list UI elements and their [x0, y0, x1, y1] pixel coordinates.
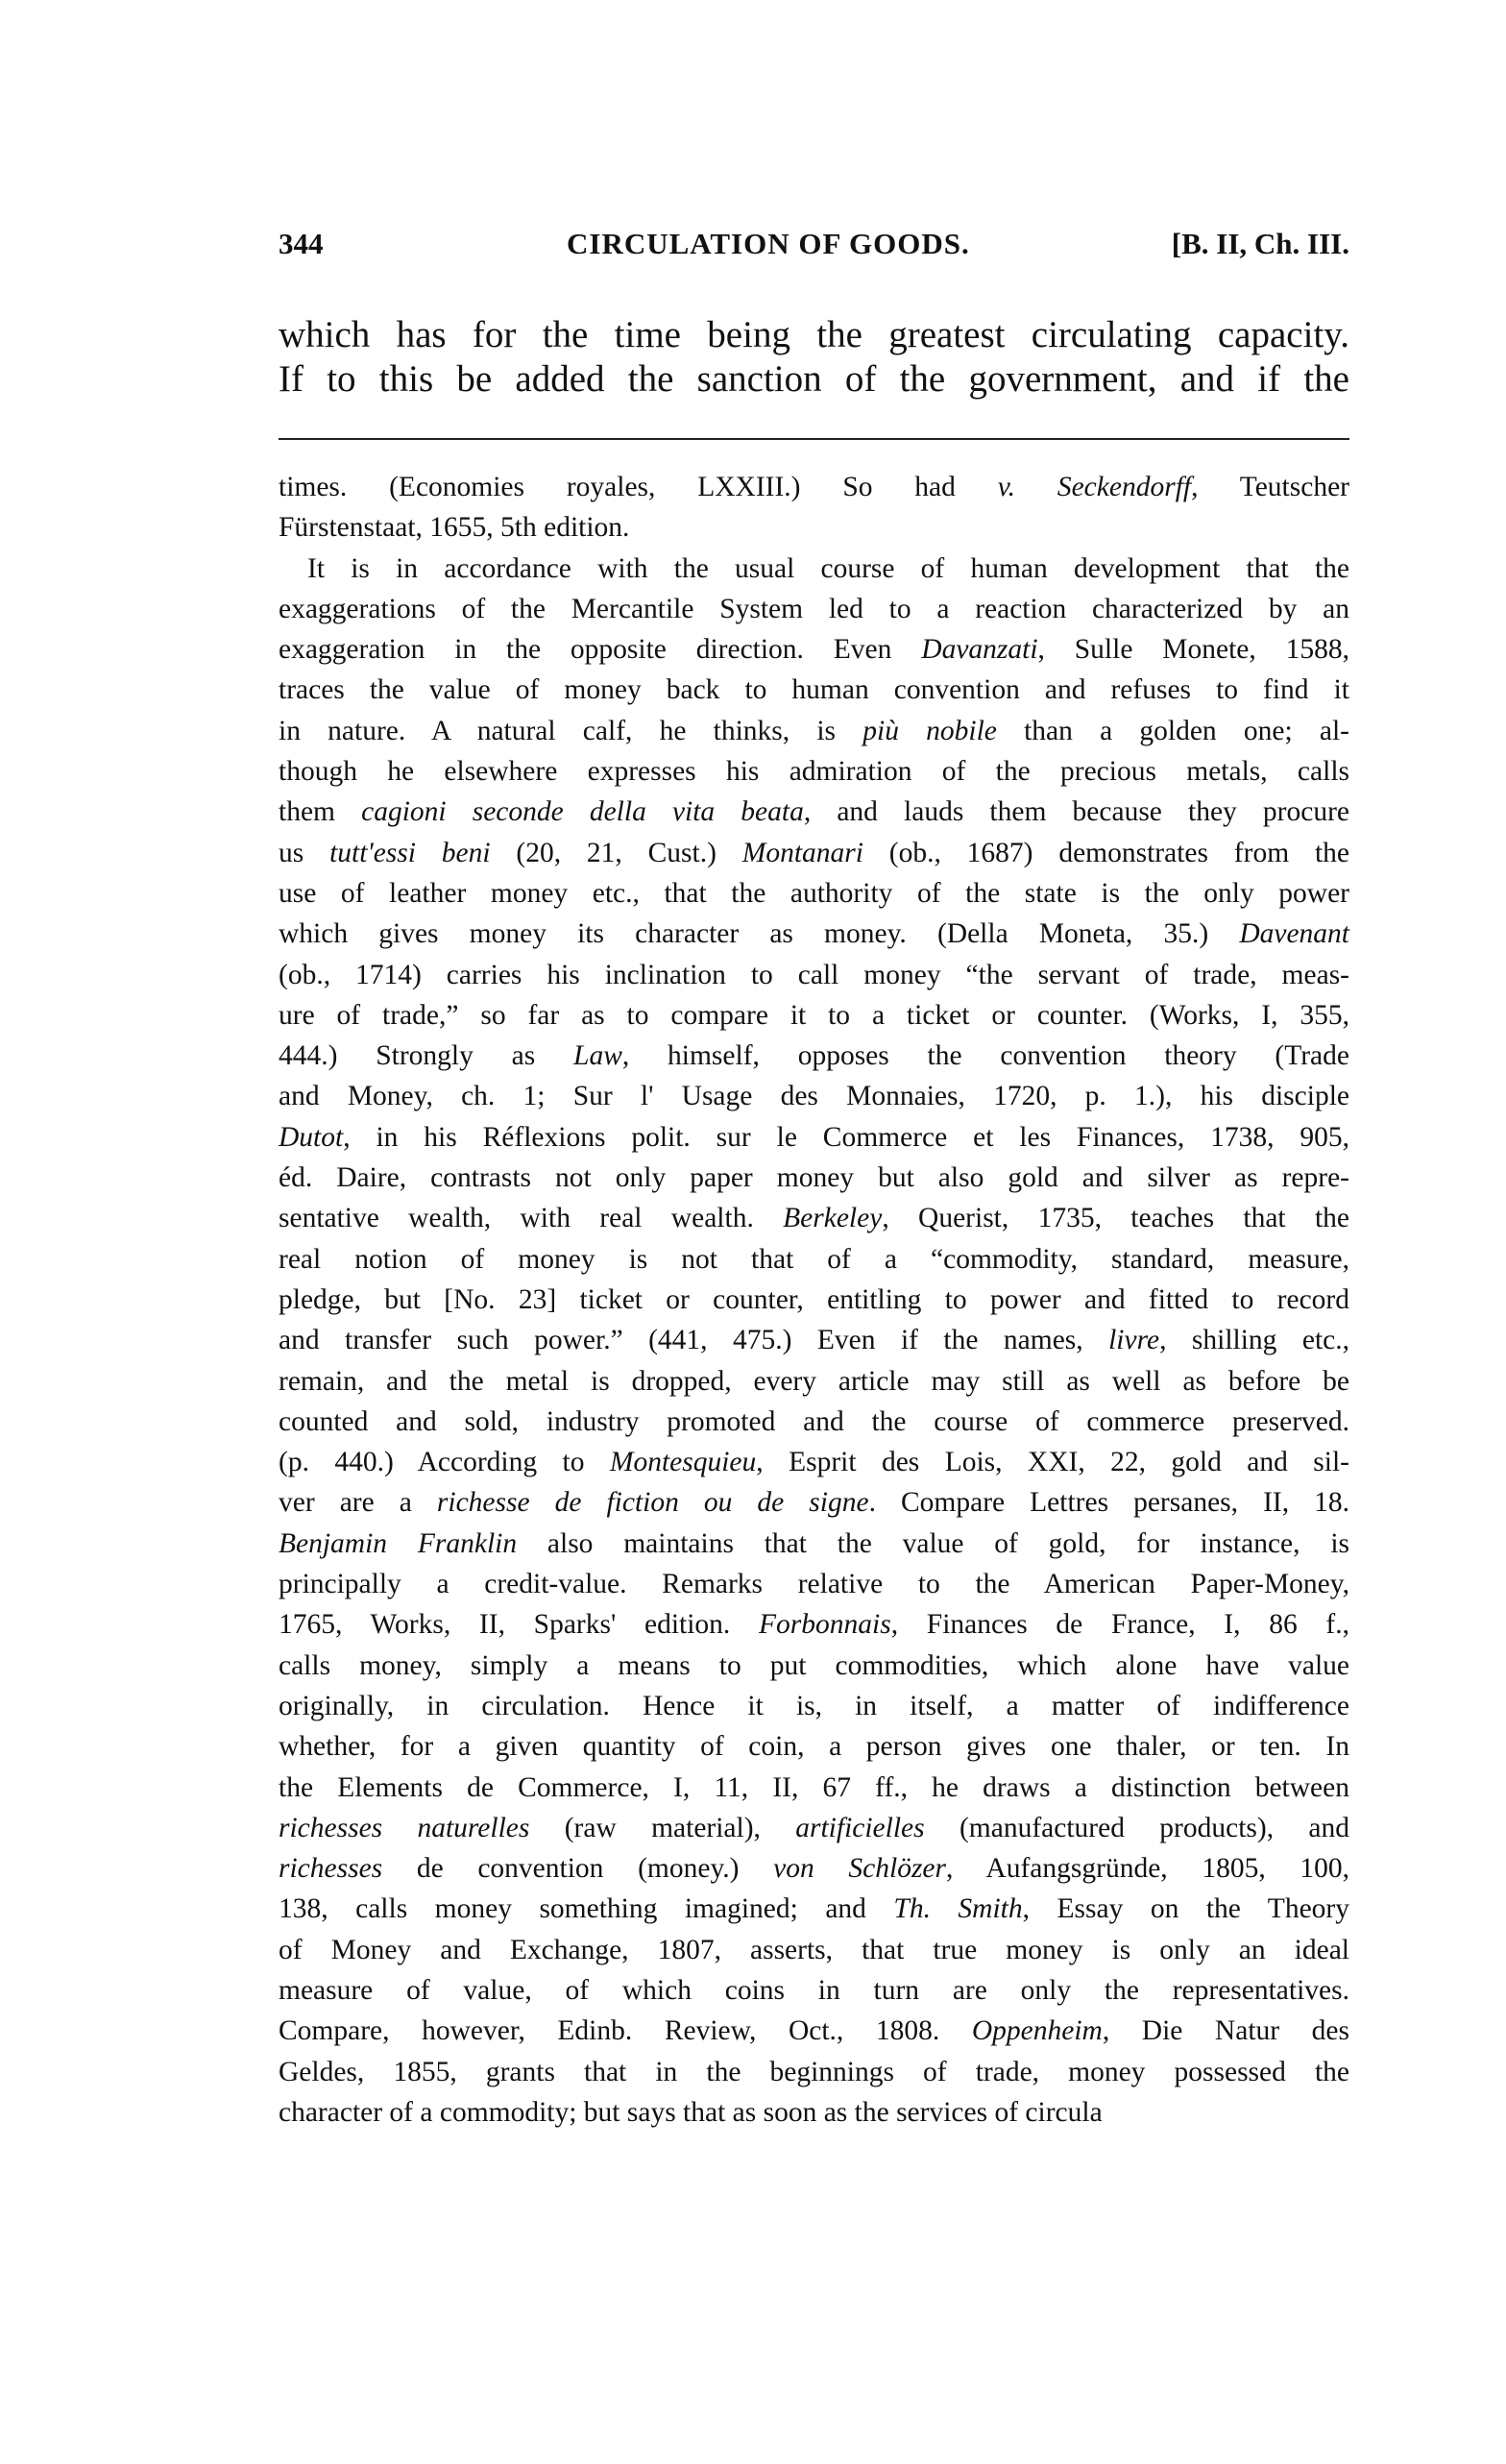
italic-text: richesses [279, 1853, 383, 1885]
text-segment: ure of trade,” so far as to compare it to a ticket or counter. (Works, I, 355, [279, 999, 1349, 1031]
text-segment: them [279, 796, 362, 828]
italic-text: v. Seckendorff [997, 472, 1192, 502]
text-segment: times. (Economies royales, LXXIII.) So had [279, 472, 998, 502]
footnote-line [279, 1361, 1349, 1402]
italic-text: cagioni seconde della vita beata [361, 796, 804, 828]
italic-text: Davenant [1239, 918, 1349, 950]
text-segment: remain, and the metal is dropped, every article may still as well as before be [279, 1365, 1349, 1397]
footnote-line [279, 1970, 1349, 2011]
text-segment: (manufactured products), and [924, 1812, 1349, 1843]
text-segment: , Essay on the Theory [1022, 1893, 1349, 1925]
footnote-line [279, 1564, 1349, 1604]
italic-text: von Schlözer [773, 1853, 946, 1885]
text-segment: , in his Réflexions polit. sur le Commerce et les Finances, 1738, 905, [343, 1121, 1349, 1153]
text-segment: 444.) Strongly as [279, 1040, 574, 1072]
text-segment: measure of value, of which coins in turn are only the representatives. [279, 1974, 1349, 2006]
text-segment: pledge, but [No. 23] ticket or counter, entitling to power and fitted to record [279, 1283, 1349, 1315]
footnote-line [279, 711, 1349, 751]
text-segment: and Money, ch. 1; Sur l' Usage des Monnaies, 1720, p. 1.), his disciple [279, 1081, 1349, 1112]
text-segment: , Querist, 1735, teaches that the [882, 1203, 1349, 1234]
footnote-line [279, 955, 1349, 995]
footnote-line [279, 1076, 1349, 1116]
text-segment: whether, for a given quantity of coin, a person gives one thaler, or ten. In [279, 1731, 1349, 1763]
text-segment: of Money and Exchange, 1807, asserts, that true money is only an ideal [279, 1934, 1349, 1965]
footnote-line [279, 1726, 1349, 1767]
text-segment: , Die Natur des [1102, 2015, 1349, 2047]
text-segment: Geldes, 1855, grants that in the beginnings of trade, money possessed the [279, 2056, 1349, 2087]
text-segment: de convention (money.) [382, 1853, 774, 1885]
footnote-line [279, 1808, 1349, 1848]
text-segment: , Teutscher [1191, 472, 1349, 502]
main-text-line: If to this be added the sanction of the government, and if the [279, 358, 1349, 400]
text-segment: exaggerations of the Mercantile System led to a reaction characterized by an [279, 593, 1349, 624]
text-segment: Fürstenstaat, 1655, 5th edition. [279, 512, 630, 544]
footnote [279, 467, 1349, 2133]
footnote-line [279, 1158, 1349, 1198]
running-header [279, 227, 1349, 269]
text-segment: real notion of money is not that of a “commodity, standard, measure, [279, 1243, 1349, 1275]
footnote-line [279, 507, 1349, 548]
footnote-line [279, 549, 1349, 589]
text-segment: exaggeration in the opposite direction. Even [279, 634, 922, 666]
text-segment: calls money, simply a means to put commodities, which alone have value [279, 1649, 1349, 1681]
footnote-line [279, 2011, 1349, 2051]
footnote-line [279, 1604, 1349, 1645]
footnote-line [279, 467, 1349, 507]
footnote-line [279, 1889, 1349, 1929]
footnote-line [279, 1686, 1349, 1726]
footnote-line [279, 1320, 1349, 1360]
footnote-line [279, 1482, 1349, 1523]
footnote-line [279, 1848, 1349, 1889]
text-segment: than a golden one; al- [996, 715, 1350, 746]
footnote-line [279, 1524, 1349, 1564]
text-segment: , Finances de France, I, 86 f., [890, 1609, 1349, 1641]
footnote-line [279, 792, 1349, 832]
footnote-line [279, 1280, 1349, 1320]
italic-text: Davanzati [921, 634, 1038, 666]
footnote-line [279, 1402, 1349, 1442]
text-segment: (p. 440.) According to [279, 1447, 610, 1478]
text-segment: It is in accordance with the usual course of human development that the [307, 552, 1349, 584]
text-segment: , and lauds them because they procure [803, 796, 1349, 828]
footnote-line [279, 833, 1349, 873]
text-segment: us [279, 837, 330, 868]
text-segment: , shilling etc., [1159, 1325, 1349, 1356]
footnote-line [279, 995, 1349, 1036]
text-segment: . Compare Lettres persanes, II, 18. [868, 1487, 1350, 1519]
italic-text: Montanari [741, 837, 863, 868]
footnote-line [279, 873, 1349, 914]
main-text-line: which has for the time being the greatest circulating capacity. [279, 314, 1349, 355]
text-segment: sentative wealth, with real wealth. [279, 1203, 784, 1234]
text-segment: Compare, however, Edinb. Review, Oct., 1808. [279, 2015, 972, 2047]
text-segment: traces the value of money back to human convention and refuses to find it [279, 674, 1349, 706]
text-segment: (raw material), [529, 1812, 796, 1843]
text-segment: , Aufangsgründe, 1805, 100, [946, 1853, 1349, 1885]
text-segment: , Sulle Monete, 1588, [1037, 634, 1349, 666]
italic-text: Benjamin Franklin [279, 1527, 518, 1559]
footnote-line [279, 1768, 1349, 1808]
footnote-line [279, 1117, 1349, 1158]
text-segment: though he elsewhere expresses his admiration of the precious metals, calls [279, 756, 1349, 788]
text-segment: , himself, opposes the convention theory (Trade [621, 1040, 1349, 1072]
italic-text: richesses naturelles [279, 1812, 530, 1843]
footnote-line [279, 2052, 1349, 2092]
text-segment: 138, calls money something imagined; and [279, 1893, 894, 1925]
italic-text: Oppenheim [971, 2015, 1103, 2047]
footnote-line [279, 1930, 1349, 1970]
text-segment: character of a commodity; but says that as soon as the services of circula [279, 2096, 1103, 2128]
footnote-line [279, 1646, 1349, 1686]
running-title: CIRCULATION OF GOODS. [567, 227, 970, 260]
footnote-line [279, 670, 1349, 710]
footnote-line [279, 1198, 1349, 1238]
italic-text: Forbonnais [759, 1609, 891, 1641]
italic-text: livre [1108, 1325, 1160, 1356]
footnote-line [279, 1442, 1349, 1482]
page-number: 344 [279, 227, 324, 260]
footnote-line [279, 589, 1349, 629]
text-segment: in nature. A natural calf, he thinks, is [279, 715, 863, 746]
footnote-line [279, 1239, 1349, 1280]
italic-text: Montesquieu [609, 1447, 757, 1478]
text-segment: use of leather money etc., that the authority of the state is the only power [279, 877, 1349, 909]
footnote-divider [279, 438, 1349, 440]
footnote-line [279, 2092, 1349, 2133]
text-segment: also maintains that the value of gold, for instance, is [517, 1527, 1349, 1559]
italic-text: Th. Smith [893, 1893, 1023, 1925]
italic-text: più nobile [862, 715, 997, 746]
text-segment: counted and sold, industry promoted and the course of commerce preserved. [279, 1405, 1349, 1437]
footnote-line [279, 629, 1349, 670]
footnote-line [279, 914, 1349, 954]
text-segment: and transfer such power.” (441, 475.) Even if the names, [279, 1325, 1109, 1356]
italic-text: artificielles [795, 1812, 925, 1843]
italic-text: richesse de fiction ou de signe [436, 1487, 869, 1519]
main-text [279, 313, 1349, 402]
text-segment: (ob., 1687) demonstrates from the [862, 837, 1350, 868]
text-segment: 1765, Works, II, Sparks' edition. [279, 1609, 760, 1641]
text-segment: éd. Daire, contrasts not only paper money but also gold and silver as repre- [279, 1162, 1349, 1194]
section-reference: [B. II, Ch. III. [1171, 227, 1349, 260]
italic-text: Berkeley [783, 1203, 883, 1234]
footnote-line [279, 1036, 1349, 1076]
text-segment: originally, in circulation. Hence it is, in itself, a matter of indifference [279, 1690, 1349, 1721]
text-segment: which gives money its character as money. (Della Moneta, 35.) [279, 918, 1240, 950]
text-segment: principally a credit-value. Remarks relative to the American Paper-Money, [279, 1569, 1349, 1600]
italic-text: tutt'essi beni [329, 837, 491, 868]
text-segment: , Esprit des Lois, XXI, 22, gold and sil- [756, 1447, 1349, 1478]
text-segment: (ob., 1714) carries his inclination to call money “the servant of trade, meas- [279, 959, 1349, 990]
italic-text: Dutot [279, 1121, 344, 1153]
text-segment: (20, 21, Cust.) [490, 837, 742, 868]
footnote-line [279, 751, 1349, 792]
text-segment: the Elements de Commerce, I, 11, II, 67 ff., he draws a distinction between [279, 1771, 1349, 1803]
italic-text: Law [573, 1040, 622, 1072]
text-segment: ver are a [279, 1487, 437, 1519]
